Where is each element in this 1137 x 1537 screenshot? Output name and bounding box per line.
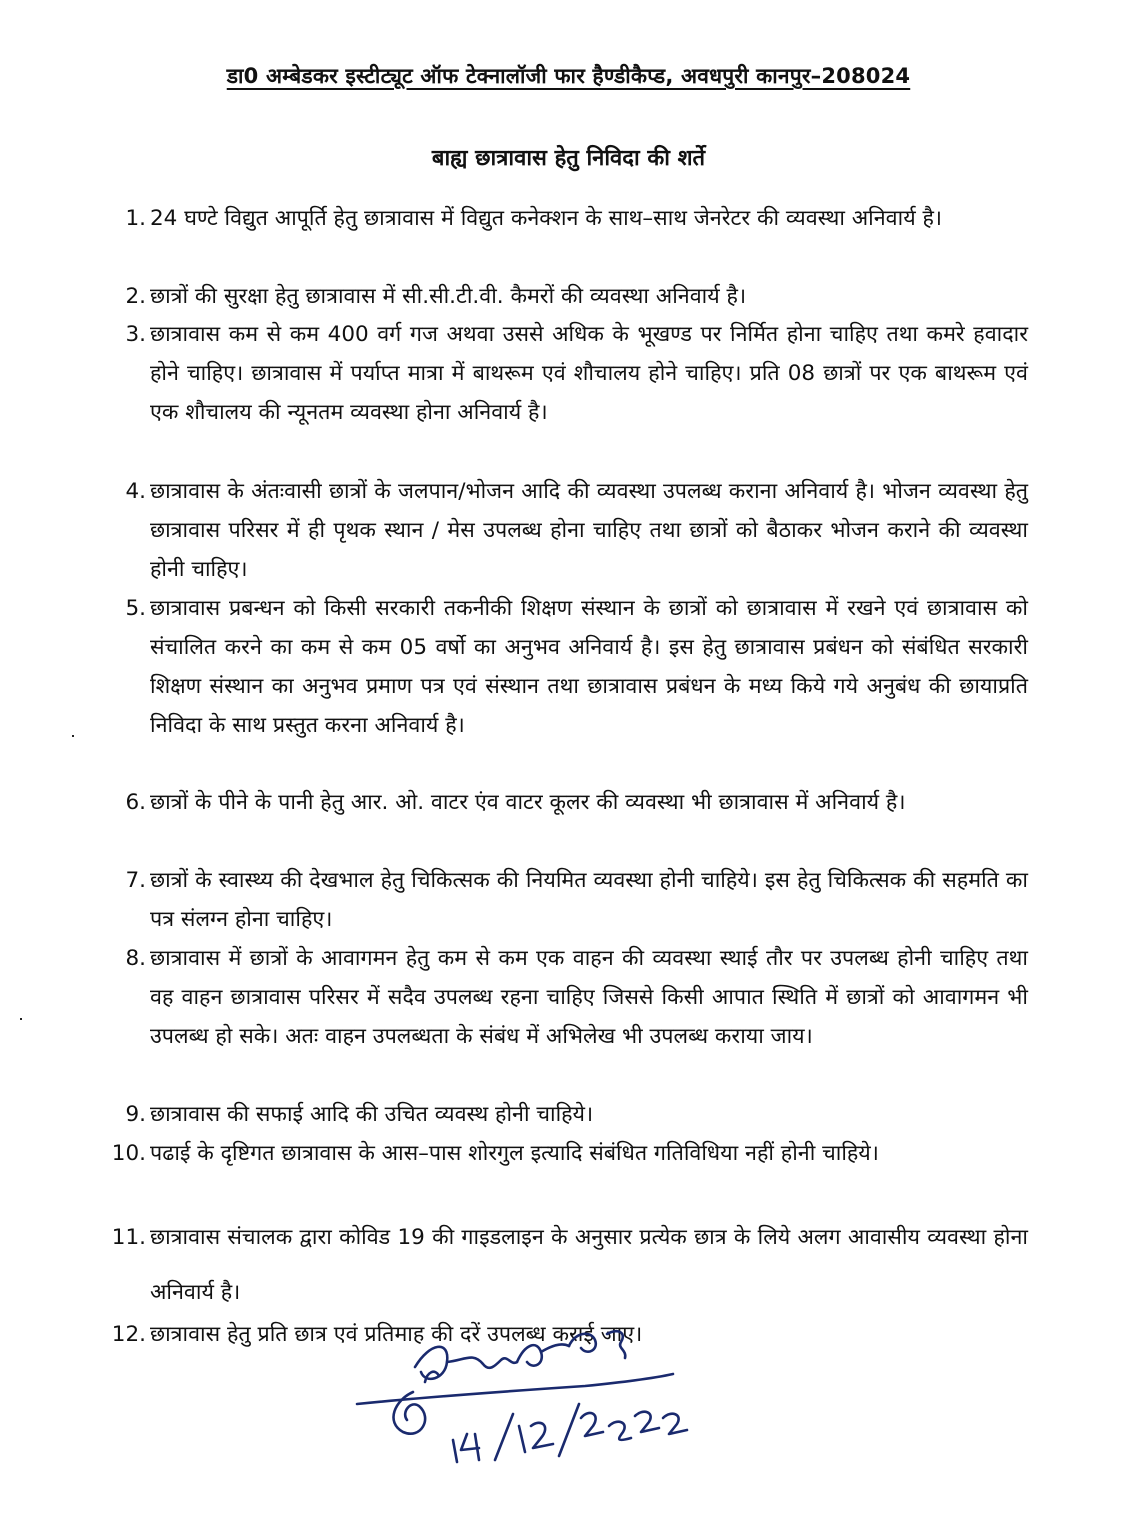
list-item — [108, 1210, 1028, 1320]
list-item — [108, 939, 1028, 1056]
scan-speck — [72, 735, 74, 737]
item-number: 3. — [125, 322, 146, 347]
item-text: छात्रावास प्रबन्धन को किसी सरकारी तकनीकी शिक्षण संस्थान के छात्रों को छात्रावास में रखने एवं छात्रावास को संचालित करने का कम से कम 05 वर्षो का अनुभव अनिवार्य है। इस हेतु छात्रावास प्रबंधन को संबंधित सरकारी शिक्षण संस्थान का अनुभव प्रमाण पत्र एवं संस्थान तथा छात्रावास प्रबंधन के मध्य किये गये अनुबंध की छायाप्रति निविदा के साथ प्रस्तुत करना अनिवार्य है। — [150, 596, 1028, 738]
institute-name: डा0 अम्बेडकर इस्टीट्यूट ऑफ टेक्नालॉजी फार हैण्डीकैप्ड, अवधपुरी कानपुर–208024 — [226, 64, 911, 88]
list-item — [108, 472, 1028, 589]
item-text: छात्रों के स्वास्थ्य की देखभाल हेतु चिकित्सक की नियमित व्यवस्था होनी चाहिये। इस हेतु चिकित्सक की सहमति का पत्र संलग्न होना चाहिए। — [150, 868, 1028, 932]
scan-speck — [20, 1018, 22, 1020]
list-item — [108, 589, 1028, 745]
list-item — [108, 315, 1028, 432]
item-number: 11. — [111, 1225, 146, 1250]
item-number: 12. — [111, 1322, 146, 1347]
item-text: छात्रावास की सफाई आदि की उचित व्यवस्थ होनी चाहिये। — [150, 1102, 594, 1127]
list-item — [108, 1134, 1028, 1173]
item-text: छात्रावास संचालक द्वारा कोविड 19 की गाइडलाइन के अनुसार प्रत्येक छात्र के लिये अलग आवासीय व्यवस्था होना अनिवार्य है। — [150, 1225, 1028, 1305]
item-text: छात्रावास कम से कम 400 वर्ग गज अथवा उससे अधिक के भूखण्ड पर निर्मित होना चाहिए तथा कमरे हवादार होने चाहिए। छात्रावास में पर्याप्त मात्रा में बाथरूम एवं शौचालय होने चाहिए। प्रति 08 छात्रों पर एक बाथरूम एवं एक शौचालय की न्यूनतम व्यवस्था होना अनिवार्य है। — [150, 322, 1028, 425]
institute-header — [0, 62, 1137, 90]
item-text: छात्रावास के अंतःवासी छात्रों के जलपान/भोजन आदि की व्यवस्था उपलब्ध कराना अनिवार्य है। भोजन व्यवस्था हेतु छात्रावास परिसर में ही पृथक स्थान / मेस उपलब्ध होना चाहिए तथा छात्रों को बैठाकर भोजन कराने की व्यवस्था होनी चाहिए। — [150, 479, 1028, 582]
item-number: 5. — [125, 596, 146, 621]
item-number: 9. — [125, 1102, 146, 1127]
list-item — [108, 1095, 1028, 1134]
item-text: पढाई के दृष्टिगत छात्रावास के आस–पास शोरगुल इत्यादि संबंधित गतिविधिया नहीं होनी चाहिये। — [150, 1141, 879, 1166]
item-text: छात्रों की सुरक्षा हेतु छात्रावास में सी.सी.टी.वी. कैमरों की व्यवस्था अनिवार्य है। — [150, 284, 747, 309]
list-item — [108, 861, 1028, 939]
item-number: 4. — [125, 479, 146, 504]
item-text: 24 घण्टे विद्युत आपूर्ति हेतु छात्रावास में विद्युत कनेक्शन के साथ–साथ जेनरेटर की व्यवस्था अनिवार्य है। — [150, 206, 943, 231]
item-number: 6. — [125, 790, 146, 815]
list-item — [108, 199, 1028, 238]
list-item — [108, 783, 1028, 822]
item-number: 1. — [125, 206, 146, 231]
document-title: बाह्य छात्रावास हेतु निविदा की शर्ते — [431, 146, 706, 171]
item-number: 7. — [125, 868, 146, 893]
handwritten-signature — [355, 1322, 695, 1477]
item-number: 8. — [125, 946, 146, 971]
item-number: 10. — [111, 1141, 146, 1166]
item-text: छात्रों के पीने के पानी हेतु आर. ओ. वाटर एंव वाटर कूलर की व्यवस्था भी छात्रावास में अनिवार्य है। — [150, 790, 906, 815]
item-text: छात्रावास हेतु प्रति छात्र एवं प्रतिमाह की दरें उपलब्ध कराई जाए। — [150, 1322, 643, 1347]
item-text: छात्रावास में छात्रों के आवागमन हेतु कम से कम एक वाहन की व्यवस्था स्थाई तौर पर उपलब्ध होनी चाहिए तथा वह वाहन छात्रावास परिसर में सदैव उपलब्ध रहना चाहिए जिससे किसी आपात स्थिति में छात्रों को आवागमन भी उपलब्ध हो सके। अतः वाहन उपलब्धता के संबंध में अभिलेख भी उपलब्ध कराया जाय। — [150, 946, 1028, 1049]
list-item — [108, 277, 1028, 316]
item-number: 2. — [125, 284, 146, 309]
